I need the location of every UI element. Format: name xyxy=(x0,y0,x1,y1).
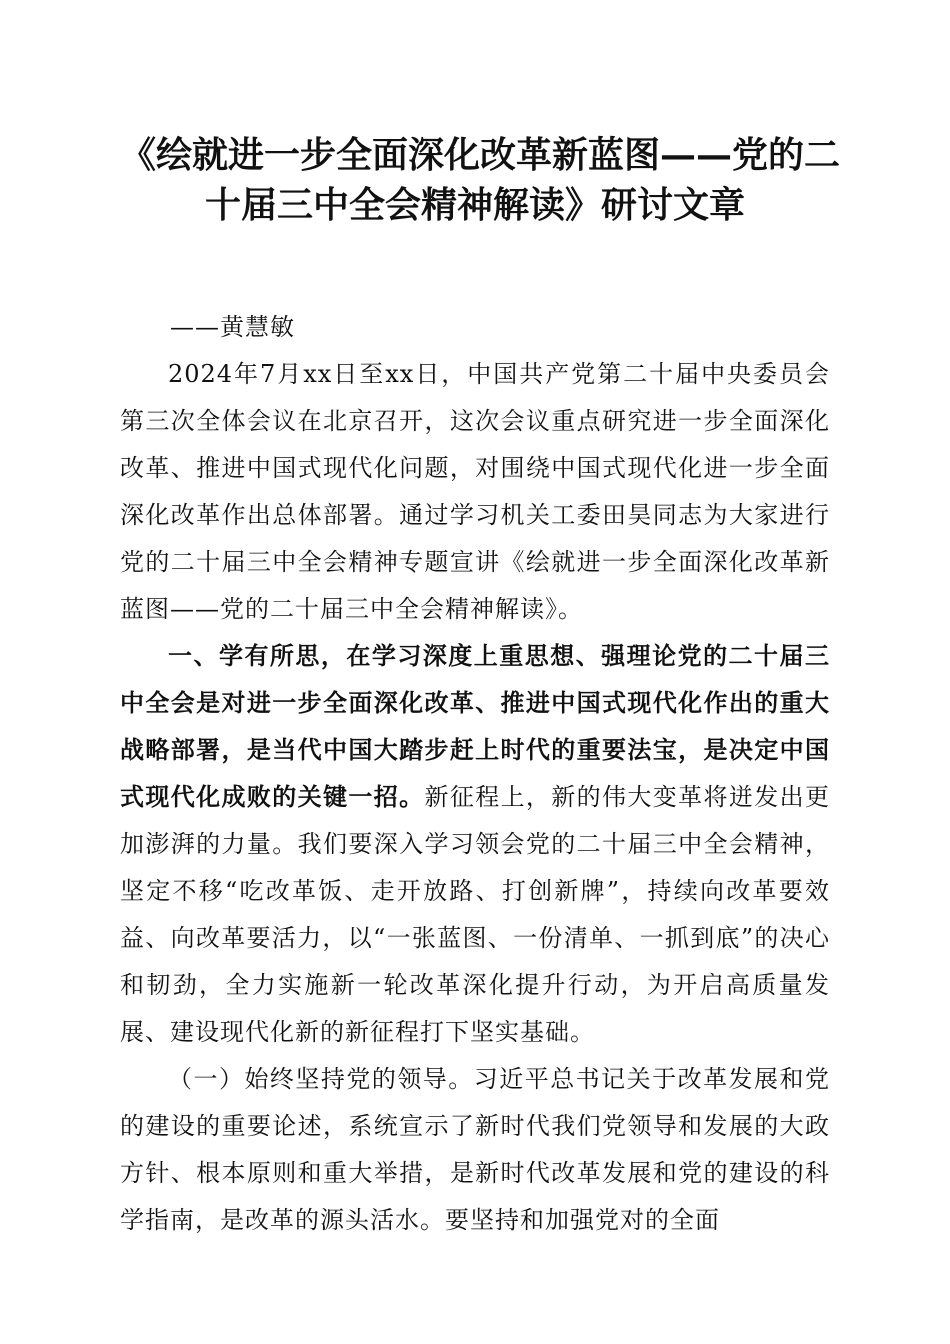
paragraph-intro: 2024年7月xx日至xx日，中国共产党第二十届中央委员会第三次全体会议在北京召开，这次会议重点研究进一步全面深化改革、推进中国式现代化问题，对围绕中国式现代化进一步全面深化改革作出总体部署。通过学习机关工委田昊同志为大家进行党的二十届三中全会精神专题宣讲《绘就进一步全面深化改革新蓝图——党的二十届三中全会精神解读》。 xyxy=(120,360,830,623)
section-one-body: 新征程上，新的伟大变革将迸发出更加澎湃的力量。我们要深入学习领会党的二十届三中全会精神，坚定不移“吃改革饭、走开放路、打创新牌”，持续向改革要效益、向改革要活力，以“一张蓝图、一份清单、一抓到底”的决心和韧劲，全力实施新一轮改革深化提升行动，为开启高质量发展、建设现代化新的新征程打下坚实基础。 xyxy=(120,783,831,1046)
paragraph-section-one xyxy=(120,633,830,1056)
document-content xyxy=(120,130,841,1244)
title-line-1: 《绘就进一步全面深化改革新蓝图——党的二 xyxy=(120,134,841,176)
paragraph-subsection-one: （一）始终坚持党的领导。习近平总书记关于改革发展和党的建设的重要论述，系统宣示了新时代我们党领导和发展的大政方针、根本原则和重大举措，是新时代改革发展和党的建设的科学指南，是改革的源头活水。要坚持和加强党对的全面 xyxy=(120,1065,830,1234)
title-line-2: 十届三中全会精神解读》研讨文章 xyxy=(204,184,745,226)
author-line: ——黄慧敏 xyxy=(170,313,295,341)
document-title xyxy=(120,130,841,230)
section-one-heading: 一、学有所思，在学习深度上重思想、强理论党的二十届三中全会是对进一步全面深化改革、推进中国式现代化作出的重大战略部署，是当代中国大踏步赶上时代的重要法宝，是决定中国式现代化成败的关键一招。 xyxy=(120,642,830,811)
